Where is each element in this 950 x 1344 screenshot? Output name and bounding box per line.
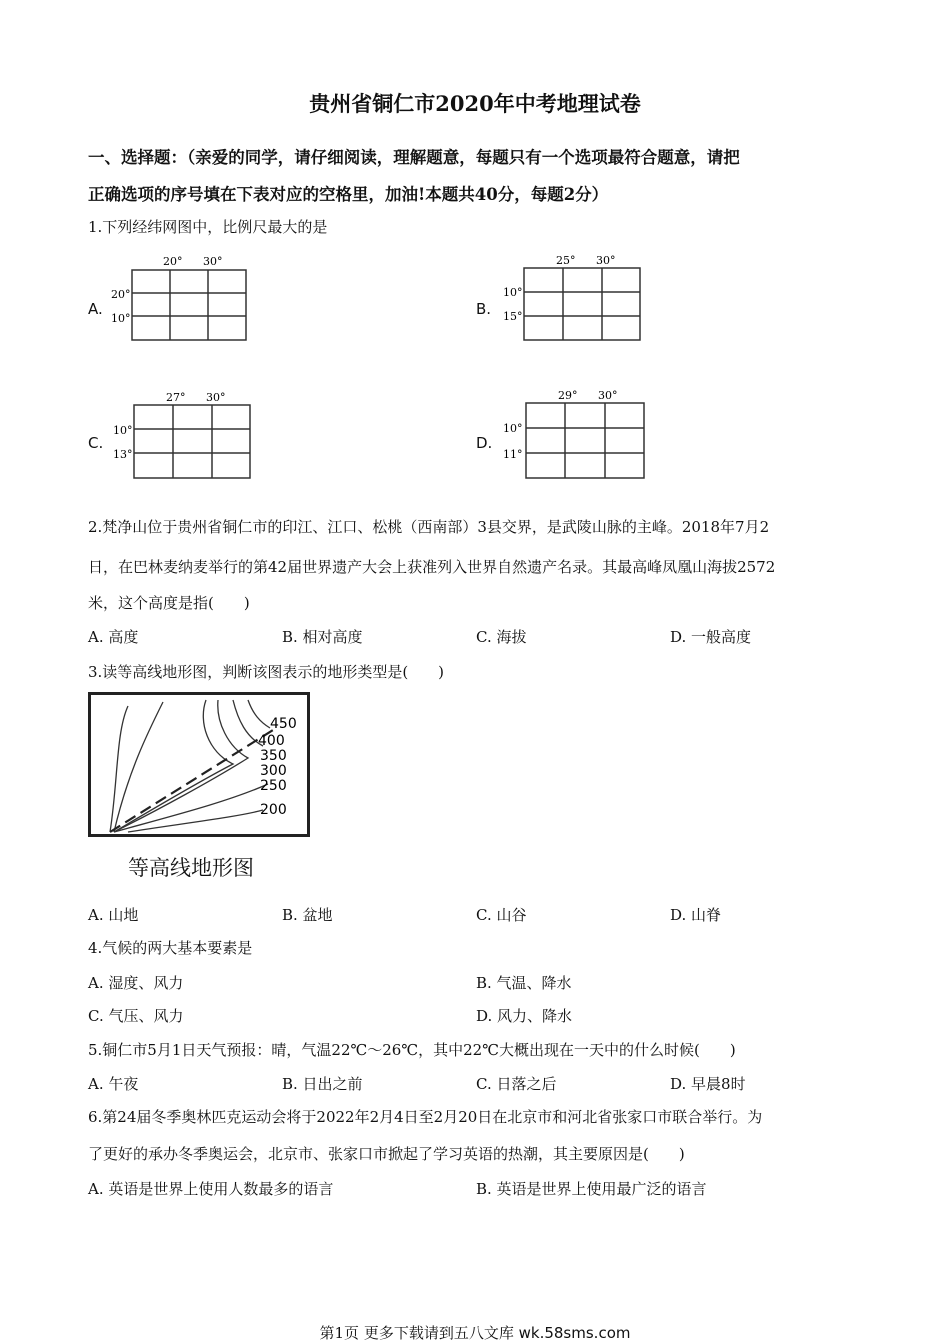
q2-option-c: C. 海拔 (476, 628, 527, 646)
q4-option-a: A. 湿度、风力 (88, 974, 184, 992)
q5-stem: 5.铜仁市5月1日天气预报：晴，气温22℃～26℃，其中22℃大概出现在一天中的什么时候( ) (88, 1041, 736, 1059)
q1-option-c-grid (110, 386, 255, 482)
q4-option-d: D. 风力、降水 (476, 1007, 573, 1025)
q3-option-b: B. 盆地 (282, 906, 333, 924)
grid-top-label: 20° (163, 255, 183, 268)
grid-left-label: 10° (503, 286, 523, 299)
q6-stem-line1: 6.第24届冬季奥林匹克运动会将于2022年2月4日至2月20日在北京市和河北省张家口市联合举行。为 (88, 1108, 763, 1126)
q1-option-d-grid (500, 384, 650, 482)
q2-option-d: D. 一般高度 (670, 628, 752, 646)
grid-left-label: 15° (503, 310, 523, 323)
grid-top-label: 27° (166, 391, 186, 404)
q6-option-a: A. 英语是世界上使用人数最多的语言 (88, 1180, 334, 1198)
contour-label: 350 (260, 748, 287, 764)
grid-left-label: 13° (113, 448, 133, 461)
q5-option-a: A. 午夜 (88, 1075, 139, 1093)
section-heading-line2: 正确选项的序号填在下表对应的空格里，加油!本题共40分，每题2分） (88, 185, 609, 204)
grid-top-label: 29° (558, 389, 578, 402)
q2-option-b: B. 相对高度 (282, 628, 363, 646)
q1-option-b-grid (500, 250, 645, 344)
grid-left-label: 10° (111, 312, 131, 325)
q1-option-c-label: C. (88, 434, 104, 452)
grid-top-label: 30° (203, 255, 223, 268)
contour-label: 450 (270, 716, 297, 732)
contour-label: 300 (260, 763, 287, 779)
q5-option-c: C. 日落之后 (476, 1075, 557, 1093)
q3-option-a: A. 山地 (88, 906, 139, 924)
grid-top-label: 30° (598, 389, 618, 402)
contour-map-caption: 等高线地形图 (128, 856, 254, 880)
grid-left-label: 10° (113, 424, 133, 437)
q6-stem-line2: 了更好的承办冬季奥运会，北京市、张家口市掀起了学习英语的热潮，其主要原因是( ) (88, 1145, 685, 1163)
q4-stem: 4.气候的两大基本要素是 (88, 939, 253, 957)
page-footer (0, 1322, 950, 1343)
q1-option-a-grid (108, 252, 253, 344)
grid-left-label: 20° (111, 288, 131, 301)
q4-option-b: B. 气温、降水 (476, 974, 572, 992)
q2-stem-line2: 日，在巴林麦纳麦举行的第42届世界遗产大会上获准列入世界自然遗产名录。其最高峰凤凰山海拔2572 (88, 558, 776, 576)
page-title: 贵州省铜仁市2020年中考地理试卷 (309, 91, 641, 116)
section-heading-line1: 一、选择题：（亲爱的同学，请仔细阅读，理解题意，每题只有一个选项最符合题意，请把 (88, 148, 740, 167)
q1-option-d-label: D. (476, 434, 493, 452)
grid-top-label: 30° (206, 391, 226, 404)
grid-top-label: 30° (596, 254, 616, 267)
q1-option-a-label: A. (88, 300, 103, 318)
q3-stem: 3.读等高线地形图，判断该图表示的地形类型是( ) (88, 663, 445, 681)
q1-stem: 1.下列经纬网图中，比例尺最大的是 (88, 218, 328, 236)
grid-top-label: 25° (556, 254, 576, 267)
footer-url-link[interactable]: wk.58sms.com (518, 1324, 631, 1342)
q2-stem-line1: 2.梵净山位于贵州省铜仁市的印江、江口、松桃（西南部）3县交界，是武陵山脉的主峰。2018年7月2 (88, 518, 770, 536)
contour-map (88, 692, 310, 837)
q6-option-b: B. 英语是世界上使用最广泛的语言 (476, 1180, 707, 1198)
contour-label: 250 (260, 778, 287, 794)
q3-option-d: D. 山脊 (670, 906, 722, 924)
contour-label: 200 (260, 802, 287, 818)
grid-left-label: 11° (503, 448, 523, 461)
q1-option-b-label: B. (476, 300, 492, 318)
q3-option-c: C. 山谷 (476, 906, 527, 924)
q5-option-d: D. 早晨8时 (670, 1075, 746, 1093)
q5-option-b: B. 日出之前 (282, 1075, 363, 1093)
footer-text: 第1页 更多下载请到五八文库 (319, 1324, 514, 1342)
q2-option-a: A. 高度 (88, 628, 139, 646)
grid-left-label: 10° (503, 422, 523, 435)
contour-label: 400 (258, 733, 285, 749)
q4-option-c: C. 气压、风力 (88, 1007, 184, 1025)
q2-stem-line3: 米，这个高度是指( ) (88, 594, 250, 612)
